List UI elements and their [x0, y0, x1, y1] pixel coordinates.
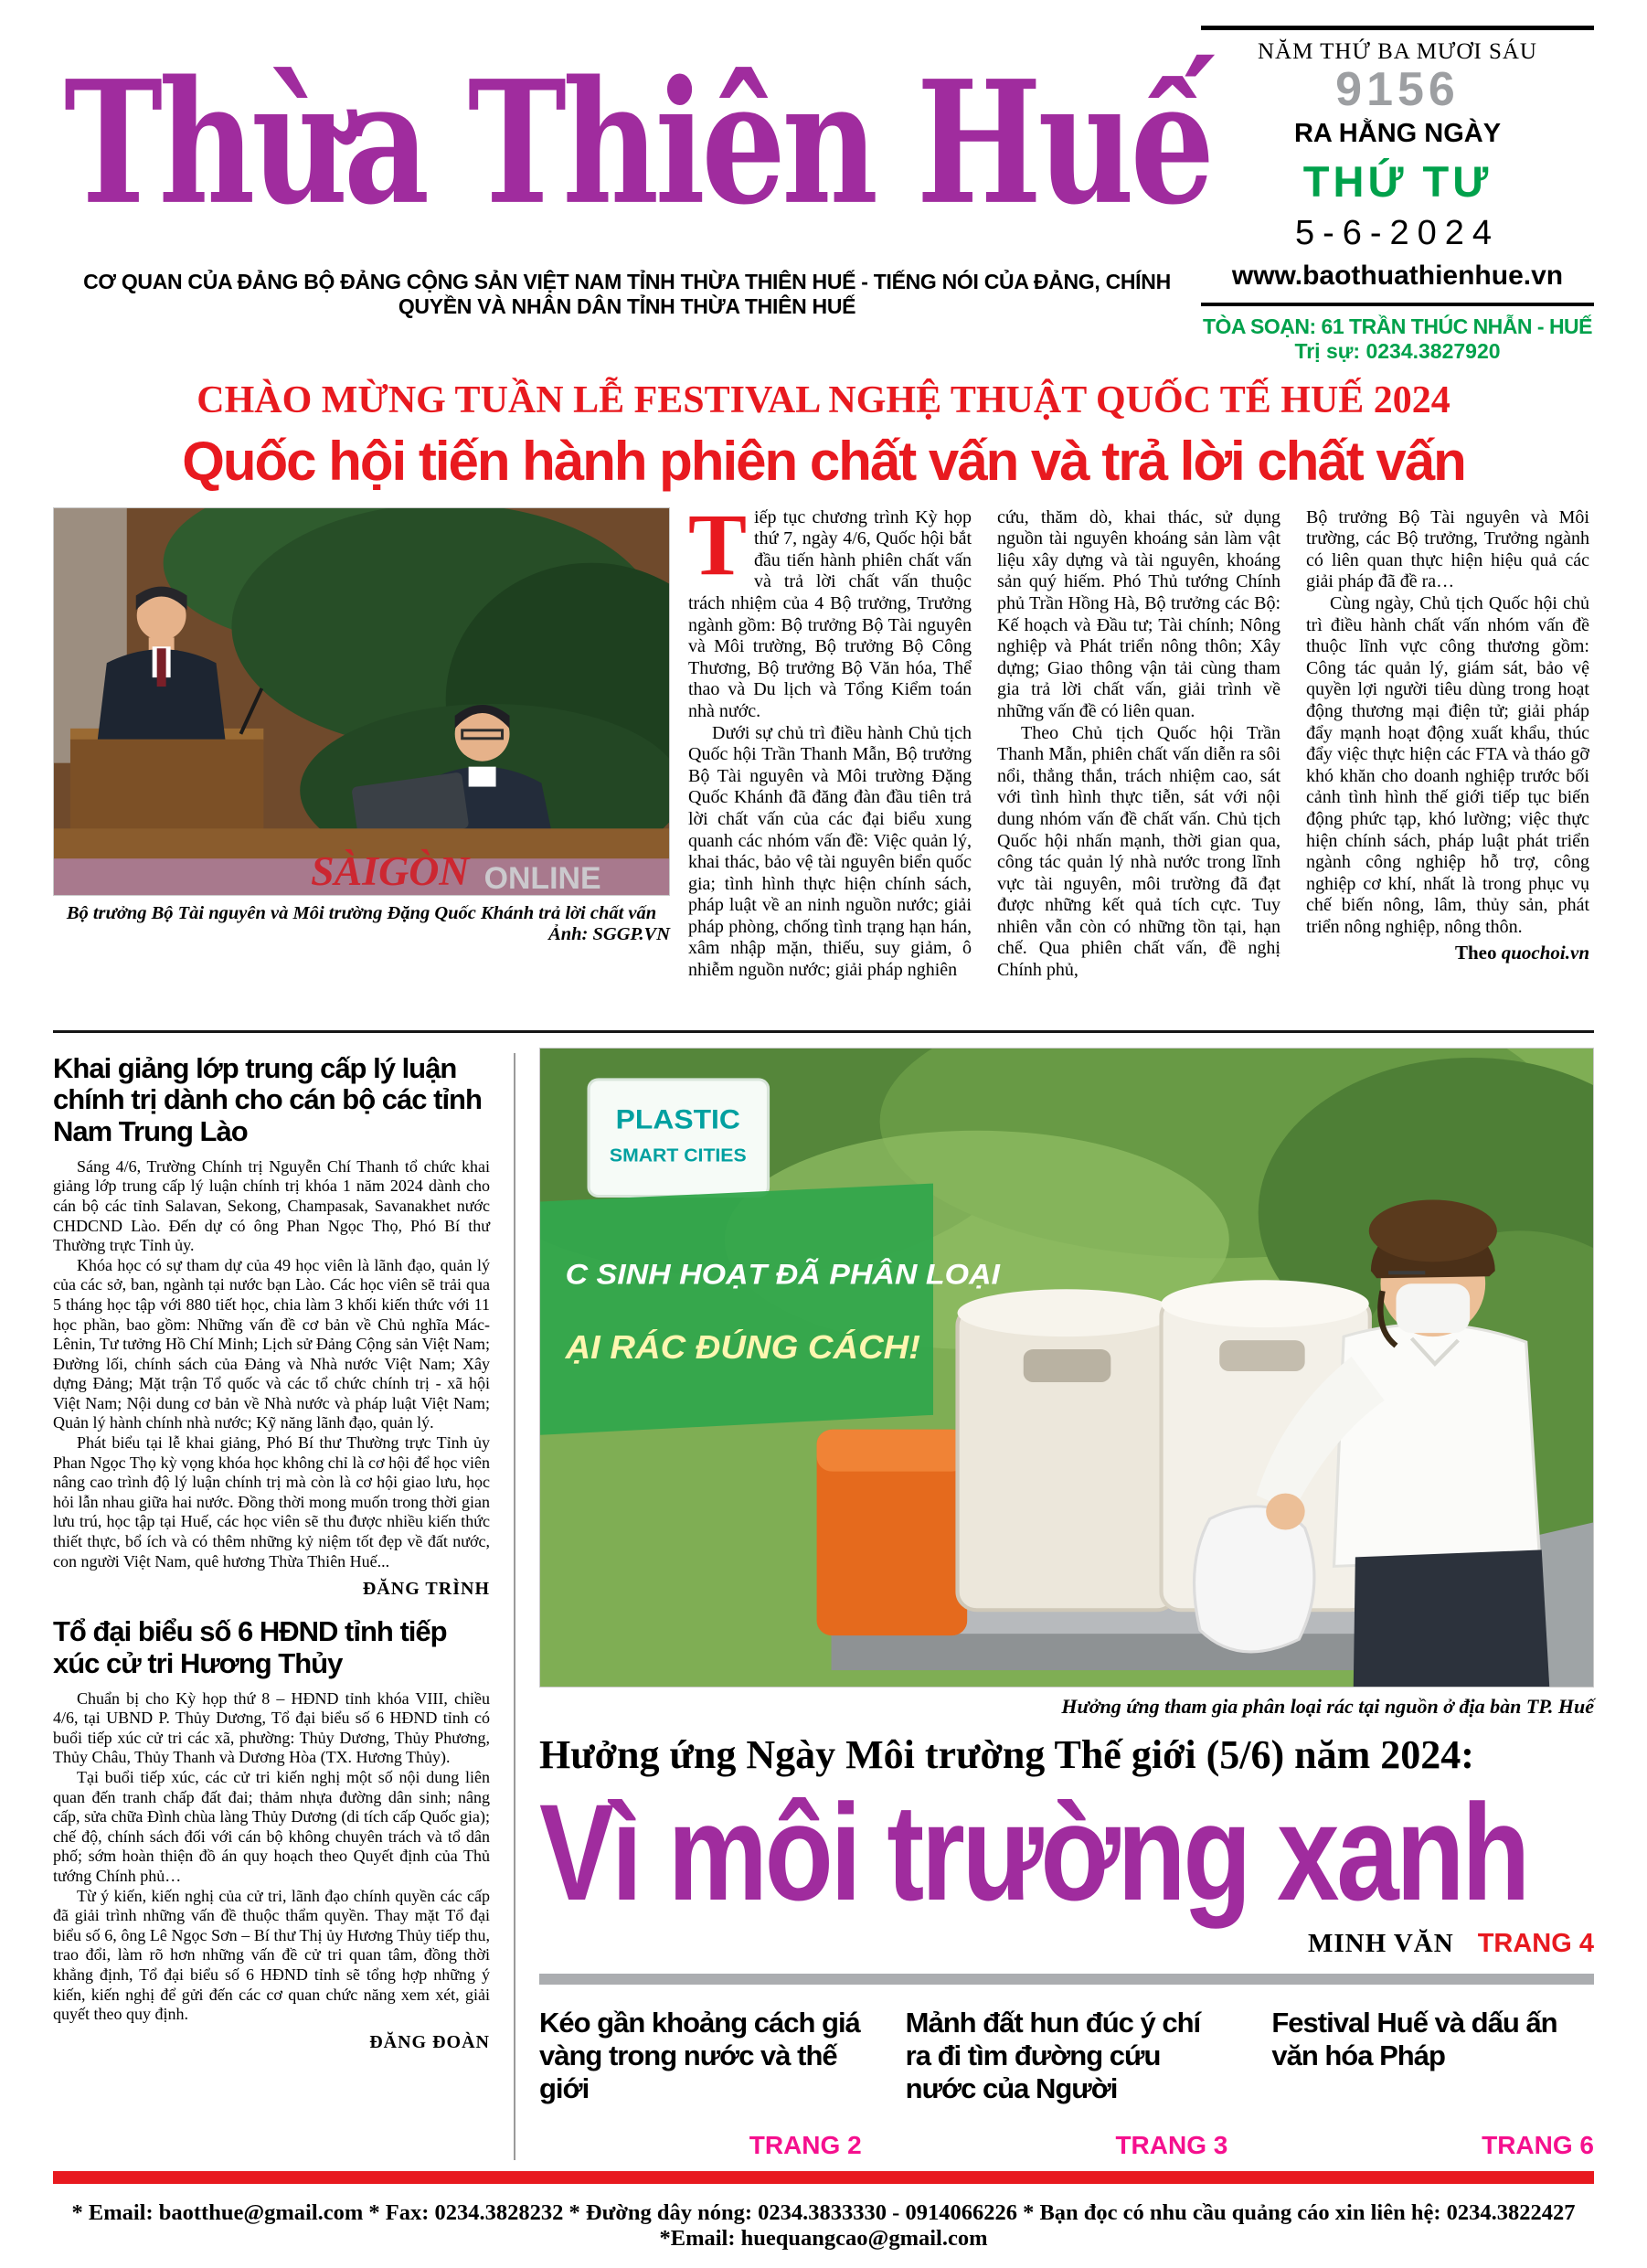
- lead-article: [53, 507, 1594, 1033]
- article-hdnd-paragraph-3: Từ ý kiến, kiến nghị của cử tri, lãnh đạo chính quyền các cấp đã giải trình những vấn đề thuộc thẩm quyền. Thay mặt Tổ đại biểu số 6, ông Lê Ngọc Sơn – Bí thư Thị ủy Hương Thủy tiếp thu, trao đổi, làm rõ hơn những vấn đề cử tri quan tâm, đồng thời khẳng định, Tổ đại biểu số 6 HĐND tỉnh sẽ tổng hợp những ý kiến, kiến nghị để gửi đến các cơ quan chức năng xem xét, giải quyết theo quy định.: [53, 1886, 490, 2024]
- lead-source-name: quochoi.vn: [1501, 942, 1589, 964]
- website-url: www.baothuathienhue.vn: [1201, 253, 1594, 306]
- frequency-label: RA HẰNG NGÀY: [1293, 118, 1502, 148]
- weekday-label: THỨ TƯ: [1302, 156, 1493, 206]
- vertical-divider: [514, 1053, 515, 2160]
- lead-col2-paragraph-2: Theo Chủ tịch Quốc hội Trần Thanh Mẫn, phiên chất vấn diễn ra sôi nổi, thẳng thắn, trách nhiệm cao, sát với tình hình thực tiễn, sát với nội dung nhóm vấn đề chất vấn. Chủ tịch Quốc hội nhấn mạnh, thời gian qua, công tác quản lý nhà nước trong lĩnh vực tài nguyên, môi trường đã đạt được những kết quả tích cực. Tuy nhiên vẫn còn có những tồn tại, hạn chế. Qua phiên chất vấn, đề nghị Chính phủ,: [997, 722, 1280, 981]
- red-divider-bar: [53, 2171, 1594, 2184]
- gray-divider-bar: [539, 1974, 1594, 1985]
- environment-author: MINH VĂN: [1307, 1928, 1454, 1958]
- lead-col1-paragraph-1: iếp tục chương trình Kỳ họp thứ 7, ngày 4/6, Quốc hội bắt đầu tiến hành phiên chất vấn và trả lời chất vấn thuộc trách nhiệm của 4 Bộ trưởng, Trưởng ngành gồm: Bộ trưởng Bộ Tài nguyên và Môi trường, Bộ trưởng Bộ Công Thương, Bộ trưởng Bộ Văn hóa, Thể thao và Du lịch và Tổng Kiểm toán nhà nước.: [688, 506, 972, 721]
- article-laos-paragraph-1: Sáng 4/6, Trường Chính trị Nguyễn Chí Thanh tổ chức khai giảng lớp trung cấp lý luận chính trị khóa 1 năm 2024 dành cho cán bộ các tỉnh Salavan, Sekong, Champasak, Savanakhet nước CHDCND Lào. Đến dự có ông Phan Ngọc Thọ, Phó Bí thư Thường trực Tỉnh ủy.: [53, 1156, 490, 1255]
- article-hdnd-body: [53, 1689, 490, 2025]
- footer-contact-line: * Email: baotthue@gmail.com * Fax: 0234.3828232 * Đường dây nóng: 0234.3833330 - 0914066226 * Bạn đọc có nhu cầu quảng cáo xin liên hệ: 0234.3822427 *Email: huequangcao@gmail.com: [71, 2199, 1576, 2251]
- article-laos-headline: Khai giảng lớp trung cấp lý luận chính trị dành cho cán bộ các tỉnh Nam Trung Lào: [53, 1051, 482, 1148]
- newspaper-title: Thừa Thiên Huế: [64, 43, 1211, 242]
- masthead: [53, 26, 1594, 364]
- article-laos-body: [53, 1157, 490, 1571]
- lead-column-3: [1306, 507, 1589, 1017]
- lead-col3-paragraph-2: Cùng ngày, Chủ tịch Quốc hội chủ trì điều hành chất vấn nhóm vấn đề thuộc lĩnh vực công thương gồm: Công tác quản lý, giám sát, bảo vệ quyền lợi người tiêu dùng trong hoạt động thương mại điện tử; giải pháp đẩy mạnh hoạt động xuất khẩu, thúc đẩy việc thực hiện các FTA và tháo gỡ khó khăn cho doanh nghiệp trước bối cảnh tình hình thế giới tiếp tục biến động phức tạp, khó lường; việc thực hiện chính sách, pháp luật phát triển ngành công nghiệp hỗ trợ, công nghiệp cơ khí, nhất là trong phục vụ chế biến nông, lâm, thủy sản, phát triển nông nghiệp, nông thôn.: [1306, 592, 1589, 937]
- environment-kicker: Hưởng ứng Ngày Môi trường Thế giới (5/6) năm 2024:: [539, 1731, 1474, 1777]
- lead-source: [1306, 942, 1589, 964]
- photo-small-sign-line2: SMART CITIES: [609, 1145, 747, 1166]
- lead-column-1: [688, 507, 972, 1017]
- teaser-uncle-ho: [906, 2007, 1228, 2160]
- issue-year-label: NĂM THỨ BA MƯƠI SÁU: [1258, 39, 1537, 64]
- issue-info-panel: [1201, 26, 1594, 364]
- drop-cap: T: [688, 506, 748, 593]
- article-laos-byline: ĐĂNG TRÌNH: [362, 1579, 490, 1600]
- festival-banner: CHÀO MỪNG TUẦN LỄ FESTIVAL NGHỆ THUẬT QUỐC TẾ HUẾ 2024: [197, 378, 1450, 421]
- article-laos-paragraph-2: Khóa học có sự tham dự của 49 học viên là lãnh đạo, quản lý của các sở, ban, ngành tại nước bạn Lào. Các học viên sẽ trải qua 5 tháng học tập với 880 tiết học, chia làm 3 khối kiến thức với 11 học phần, bao gồm: Những vấn đề cơ bản về Chủ nghĩa Mác-Lênin, Tư tưởng Hồ Chí Minh; Lịch sử Đảng Cộng sản Việt Nam; Đường lối, chính sách của Đảng và Nhà nước Việt Nam; Xây dựng Đảng; Mặt trận Tổ quốc và các tổ chức chính trị - xã hội Việt Nam; Nội dung cơ bản về Nhà nước và pháp luật Việt Nam; Quản lý hành chính nhà nước; Kỹ năng lãnh đạo, quản lý.: [53, 1255, 490, 1432]
- photo-watermark-online: ONLINE: [483, 860, 601, 896]
- lead-photo-caption: Bộ trưởng Bộ Tài nguyên và Môi trường Đặng Quốc Khánh trả lời chất vấn: [66, 902, 657, 923]
- photo-watermark-saigon: SÀIGÒN: [311, 847, 470, 894]
- lead-source-prefix: Theo: [1454, 942, 1502, 964]
- environment-headline: Vì môi trường xanh: [539, 1774, 1528, 1929]
- office-address: TÒA SOẠN: 61 TRẦN THÚC NHẪN - HUẾ: [1202, 314, 1593, 338]
- lead-col1-paragraph-2: Dưới sự chủ trì điều hành Chủ tịch Quốc hội Trần Thanh Mẫn, Bộ trưởng Bộ Tài nguyên và Môi trường Đặng Quốc Khánh đã đăng đàn đầu tiên trả lời chất vấn của các đại biểu xung quanh các nhóm vấn đề: Việc quản lý, khai thác, bảo vệ tài nguyên biển quốc gia; tình hình thực hiện chính sách, pháp luật về an ninh nguồn nước; giải pháp phòng, chống tình trạng hạn hán, xâm nhập mặn, thiếu, suy giảm, ô nhiễm nguồn nước; giải pháp nghiên: [688, 722, 972, 981]
- lead-photo-credit: Ảnh: SGGP.VN: [548, 923, 670, 944]
- article-hdnd-byline: ĐĂNG ĐOÀN: [369, 2031, 490, 2052]
- article-hdnd: [53, 1616, 490, 2053]
- newspaper-tagline: CƠ QUAN CỦA ĐẢNG BỘ ĐẢNG CỘNG SẢN VIỆT NAM TỈNH THỪA THIÊN HUẾ - TIẾNG NÓI CỦA ĐẢNG, CHÍNH QUYỀN VÀ NHÂN DÂN TỈNH THỪA THIÊN HUẾ: [83, 270, 1171, 319]
- teaser-gold: [539, 2007, 862, 2160]
- environment-feature: [539, 1048, 1594, 2160]
- lower-zone: [53, 1048, 1594, 2160]
- lead-column-2: [997, 507, 1280, 1017]
- teaser-page-ref: TRANG 2: [749, 2130, 862, 2159]
- environment-photo-caption: Hưởng ứng tham gia phân loại rác tại nguồn ở địa bàn TP. Huế: [1061, 1694, 1594, 1718]
- lead-photo-block: [53, 507, 670, 1017]
- lead-headline: Quốc hội tiến hành phiên chất vấn và trả lời chất vấn: [182, 430, 1465, 492]
- environment-page-ref: TRANG 4: [1477, 1928, 1594, 1958]
- article-hdnd-headline: Tổ đại biểu số 6 HĐND tỉnh tiếp xúc cử tri Hương Thủy: [53, 1615, 447, 1679]
- article-hdnd-paragraph-1: Chuẩn bị cho Kỳ họp thứ 8 – HĐND tỉnh khóa VIII, chiều 4/6, tại UBND P. Thủy Dương, Tổ đại biểu số 6 HĐND tỉnh có buổi tiếp xúc cử tri các xã, phường: Thủy Dương, Thủy Phương, Thủy Châu, Thủy Thanh và Dương Hòa (TX. Hương Thủy).: [53, 1688, 490, 1767]
- photo-sign-line2: ẠI RÁC ĐÚNG CÁCH!: [565, 1327, 921, 1366]
- lead-col3-paragraph-1: Bộ trưởng Bộ Tài nguyên và Môi trường, các Bộ trưởng, Trưởng ngành có liên quan thực hiện hiệu quả các giải pháp đã đề ra…: [1306, 506, 1589, 592]
- photo-sign-line1: C SINH HOẠT ĐÃ PHÂN LOẠI: [565, 1256, 1000, 1290]
- masthead-left: [53, 26, 1211, 364]
- parliament-photo: [53, 507, 670, 896]
- article-laos-paragraph-3: Phát biểu tại lễ khai giảng, Phó Bí thư Thường trực Tỉnh ủy Phan Ngọc Thọ kỳ vọng khóa học không chỉ là cơ hội để học viên nâng cao trình độ lý luận chính trị mà còn là cơ hội giao lưu, học hỏi lẫn nhau giữa hai nước. Đồng thời mong muốn trong thời gian lưu trú, học tập tại Huế, các học viên sẽ thu được nhiều kiến thức thiết thực, bổ ích và có thêm những kỷ niệm tốt đẹp về đất nước, con người Việt Nam, quê hương Thừa Thiên Huế...: [53, 1433, 490, 1571]
- teaser-page-ref: TRANG 3: [1115, 2130, 1228, 2159]
- left-column: [53, 1048, 490, 2160]
- teaser-row: [539, 2007, 1594, 2160]
- article-laos: [53, 1053, 490, 1601]
- issue-date: 5-6-2024: [1294, 213, 1501, 252]
- photo-small-sign-line1: PLASTIC: [615, 1103, 740, 1135]
- teaser-festival: [1271, 2007, 1594, 2160]
- teaser-title: Festival Huế và dấu ấn văn hóa Pháp: [1271, 2006, 1557, 2071]
- lead-article-columns: [688, 507, 1594, 1017]
- issue-number: 9156: [1335, 63, 1460, 116]
- lead-col2-paragraph-1: cứu, thăm dò, khai thác, sử dụng nguồn tài nguyên khoáng sản làm vật liệu xây dựng và tài nguyên, khoáng sản quý hiếm. Phó Thủ tướng Chính phủ Trần Hồng Hà, Bộ trưởng các Bộ: Kế hoạch và Đầu tư; Tài chính; Nông nghiệp và Phát triển nông thôn; Xây dựng; Giao thông vận tải cùng tham gia trả lời chất vấn, giải trình về những vấn đề có liên quan.: [997, 506, 1280, 721]
- teaser-title: Mảnh đất hun đúc ý chí ra đi tìm đường cứu nước của Người: [905, 2006, 1201, 2104]
- teaser-page-ref: TRANG 6: [1482, 2130, 1595, 2159]
- teaser-title: Kéo gần khoảng cách giá vàng trong nước và thế giới: [539, 2006, 860, 2104]
- recycling-photo: [539, 1048, 1594, 1688]
- article-hdnd-paragraph-2: Tại buổi tiếp xúc, các cử tri kiến nghị một số nội dung liên quan đến tranh chấp đất đai; thảm nhựa đường dân sinh; nâng cấp, sửa chữa Đình chùa làng Thủy Dương (di tích cấp Quốc gia); chế độ, chính sách đối với cán bộ không chuyên trách và tổ dân phố; sớm hoàn thiện đồ án quy hoạch theo Quyết định của Thủ tướng Chính phủ…: [53, 1768, 490, 1885]
- environment-byline-row: [539, 1929, 1594, 1959]
- office-phone: Trị sự: 0234.3827920: [1294, 338, 1501, 363]
